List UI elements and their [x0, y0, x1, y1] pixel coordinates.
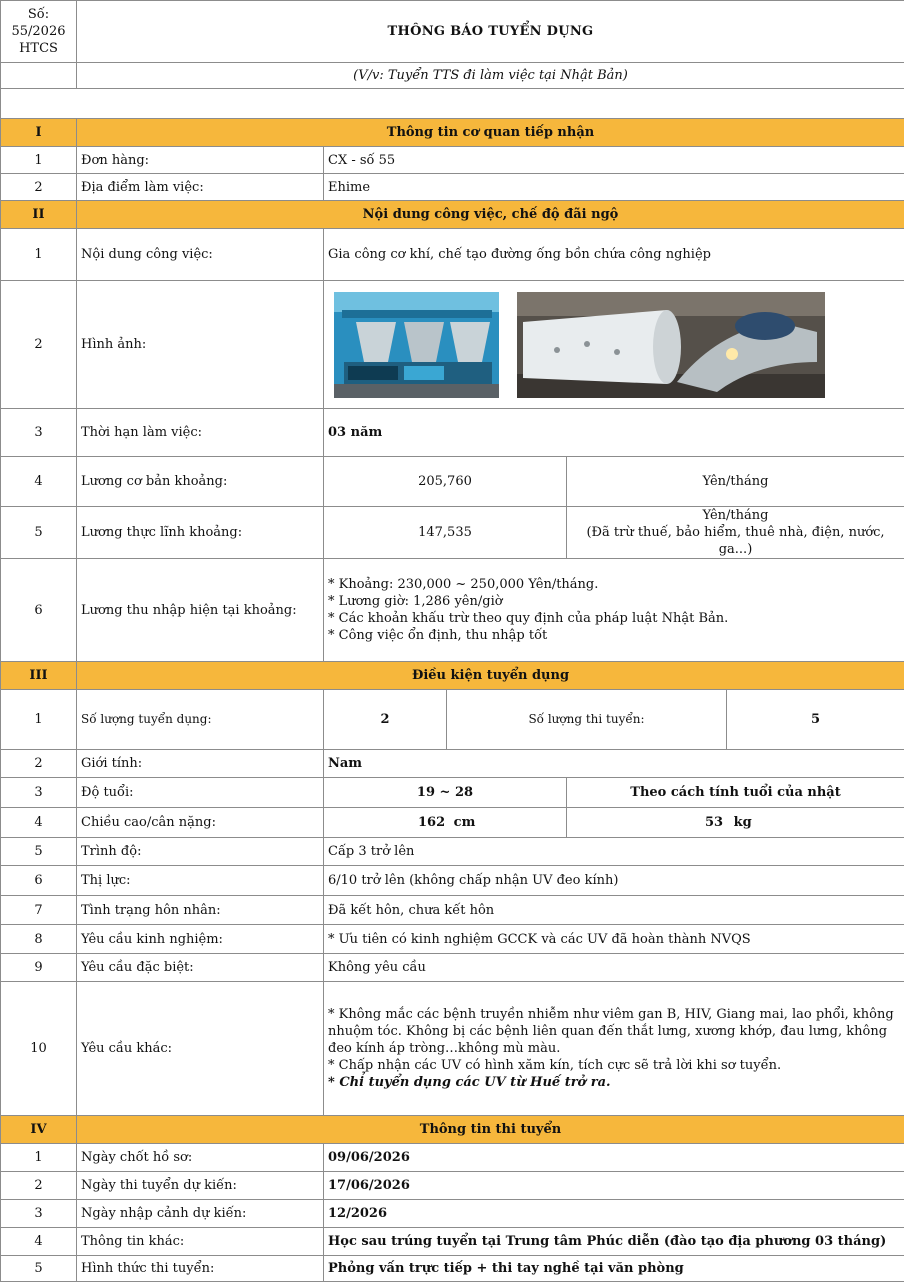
income-lines	[324, 559, 904, 662]
exam-format-row: 5 Hình thức thi tuyển: Phỏng vấn trực tiếp + thi tay nghề tại văn phòng	[1, 1256, 904, 1282]
weight-unit: kg	[734, 815, 752, 830]
exam-date-value: 17/06/2026	[324, 1172, 904, 1200]
other-label: Yêu cầu khác:	[77, 982, 324, 1116]
quantity-row: 1 Số lượng tuyển dụng: 2 Số lượng thi tuyển: 5	[1, 690, 904, 750]
images-cell	[324, 281, 904, 409]
images-row: 2 Hình ảnh:	[1, 281, 904, 409]
exam-format-value: Phỏng vấn trực tiếp + thi tay nghề tại văn phòng	[324, 1256, 904, 1282]
age-value: 19 ~ 28	[324, 778, 567, 808]
quantity-value: 2	[324, 690, 447, 750]
quantity-label: Số lượng tuyển dụng:	[77, 690, 324, 750]
exam-quantity-label: Số lượng thi tuyển:	[447, 690, 727, 750]
order-row: 1 Đơn hàng: CX - số 55	[1, 147, 904, 174]
body-label: Chiều cao/cân nặng:	[77, 808, 324, 838]
machine-photo	[334, 292, 499, 398]
term-value: 03 năm	[324, 409, 904, 457]
age-note: Theo cách tính tuổi của nhật	[567, 778, 904, 808]
exam-quantity-value: 5	[727, 690, 904, 750]
doc-code: HTCS	[5, 40, 72, 57]
term-label: Thời hạn làm việc:	[77, 409, 324, 457]
basic-salary-unit: Yên/tháng	[567, 457, 904, 507]
income-row: 6 Lương thu nhập hiện tại khoảng: * Khoảng: 230,000 ~ 250,000 Yên/tháng. * Lương giờ: 1,286 yên/giờ * Các khoản khấu trừ theo quy định của pháp luật Nhật Bản. * Công việc ổn định, thu nhập tốt	[1, 559, 904, 662]
age-label: Độ tuổi:	[77, 778, 324, 808]
basic-salary-row: 4 Lương cơ bản khoảng: 205,760 Yên/tháng	[1, 457, 904, 507]
section-3-title: Điều kiện tuyển dụng	[77, 662, 904, 690]
net-salary-note: (Đã trừ thuế, bảo hiểm, thuê nhà, điện, nước, ga...)	[571, 524, 900, 558]
section-2-roman: II	[1, 201, 77, 229]
education-row: 5 Trình độ: Cấp 3 trở lên	[1, 838, 904, 866]
other-info-value: Học sau trúng tuyển tại Trung tâm Phúc diễn (đào tạo địa phương 03 tháng)	[324, 1228, 904, 1256]
section-4-roman: IV	[1, 1116, 77, 1144]
education-value: Cấp 3 trở lên	[324, 838, 904, 866]
body-row: 4 Chiều cao/cân nặng: 162 cm 53 kg	[1, 808, 904, 838]
spacer-row	[1, 89, 904, 119]
height-unit: cm	[454, 815, 476, 830]
section-4-header	[1, 1116, 904, 1144]
height-cell	[324, 808, 567, 838]
net-salary-value: 147,535	[324, 507, 567, 559]
experience-value: * Ưu tiên có kinh nghiệm GCCK và các UV đã hoàn thành NVQS	[324, 925, 904, 954]
location-value: Ehime	[324, 174, 904, 201]
net-salary-unit: Yên/tháng	[571, 507, 900, 524]
location-label: Địa điểm làm việc:	[77, 174, 324, 201]
page-subtitle: (V/v: Tuyển TTS đi làm việc tại Nhật Bản)	[77, 63, 904, 89]
income-line: * Khoảng: 230,000 ~ 250,000 Yên/tháng.	[328, 576, 900, 593]
vision-value: 6/10 trở lên (không chấp nhận UV đeo kính)	[324, 866, 904, 896]
basic-salary-label: Lương cơ bản khoảng:	[77, 457, 324, 507]
section-1-header	[1, 119, 904, 147]
vision-label: Thị lực:	[77, 866, 324, 896]
images-label: Hình ảnh:	[77, 281, 324, 409]
net-salary-unit-cell	[567, 507, 904, 559]
doc-number-cell	[1, 1, 77, 63]
entry-date-label: Ngày nhập cảnh dự kiến:	[77, 1200, 324, 1228]
order-value: CX - số 55	[324, 147, 904, 174]
order-label: Đơn hàng:	[77, 147, 324, 174]
section-1-roman: I	[1, 119, 77, 147]
section-2-title: Nội dung công việc, chế độ đãi ngộ	[77, 201, 904, 229]
exam-format-label: Hình thức thi tuyển:	[77, 1256, 324, 1282]
income-label: Lương thu nhập hiện tại khoảng:	[77, 559, 324, 662]
section-3-header	[1, 662, 904, 690]
experience-row: 8 Yêu cầu kinh nghiệm: * Ưu tiên có kinh nghiệm GCCK và các UV đã hoàn thành NVQS	[1, 925, 904, 954]
section-2-header	[1, 201, 904, 229]
height-value: 162	[418, 815, 445, 830]
income-line: * Công việc ổn định, thu nhập tốt	[328, 627, 900, 644]
marital-value: Đã kết hôn, chưa kết hôn	[324, 896, 904, 925]
entry-date-row: 3 Ngày nhập cảnh dự kiến: 12/2026	[1, 1200, 904, 1228]
job-label: Nội dung công việc:	[77, 229, 324, 281]
income-line: * Các khoản khấu trừ theo quy định của pháp luật Nhật Bản.	[328, 610, 900, 627]
other-info-row: 4 Thông tin khác: Học sau trúng tuyển tại Trung tâm Phúc diễn (đào tạo địa phương 03 tháng)	[1, 1228, 904, 1256]
deadline-row: 1 Ngày chốt hồ sơ: 09/06/2026	[1, 1144, 904, 1172]
other-paragraph: * Chấp nhận các UV có hình xăm kín, tích cực sẽ trả lời khi sơ tuyển.	[328, 1057, 900, 1074]
exam-date-row: 2 Ngày thi tuyển dự kiến: 17/06/2026	[1, 1172, 904, 1200]
doc-number: Số: 55/2026	[5, 6, 72, 40]
net-salary-label: Lương thực lĩnh khoảng:	[77, 507, 324, 559]
weight-cell	[567, 808, 904, 838]
exam-date-label: Ngày thi tuyển dự kiến:	[77, 1172, 324, 1200]
experience-label: Yêu cầu kinh nghiệm:	[77, 925, 324, 954]
marital-label: Tình trạng hôn nhân:	[77, 896, 324, 925]
other-value	[324, 982, 904, 1116]
term-row: 3 Thời hạn làm việc: 03 năm	[1, 409, 904, 457]
age-row: 3 Độ tuổi: 19 ~ 28 Theo cách tính tuổi của nhật	[1, 778, 904, 808]
location-row: 2 Địa điểm làm việc: Ehime	[1, 174, 904, 201]
deadline-label: Ngày chốt hồ sơ:	[77, 1144, 324, 1172]
section-1-title: Thông tin cơ quan tiếp nhận	[77, 119, 904, 147]
pipe-photo	[517, 292, 825, 398]
gender-label: Giới tính:	[77, 750, 324, 778]
special-row: 9 Yêu cầu đặc biệt: Không yêu cầu	[1, 954, 904, 982]
other-row: 10 Yêu cầu khác: * Không mắc các bệnh truyền nhiễm như viêm gan B, HIV, Giang mai, lao phổi, không nhuộm tóc. Không bị các bệnh liên quan đến thắt lưng, xương khớp, đau lưng, không đeo kính áp tròng…không mù màu. * Chấp nhận các UV có hình xăm kín, tích cực sẽ trả lời khi sơ tuyển. * Chỉ tuyển dụng các UV từ Huế trở ra.	[1, 982, 904, 1116]
special-value: Không yêu cầu	[324, 954, 904, 982]
job-value: Gia công cơ khí, chế tạo đường ống bồn chứa công nghiệp	[324, 229, 904, 281]
other-info-label: Thông tin khác:	[77, 1228, 324, 1256]
education-label: Trình độ:	[77, 838, 324, 866]
gender-value: Nam	[324, 750, 904, 778]
special-label: Yêu cầu đặc biệt:	[77, 954, 324, 982]
other-paragraph-emphasis: * Chỉ tuyển dụng các UV từ Huế trở ra.	[328, 1074, 900, 1091]
gender-row: 2 Giới tính: Nam	[1, 750, 904, 778]
deadline-value: 09/06/2026	[324, 1144, 904, 1172]
basic-salary-value: 205,760	[324, 457, 567, 507]
weight-value: 53	[705, 815, 723, 830]
section-4-title: Thông tin thi tuyển	[77, 1116, 904, 1144]
subtitle-row	[1, 63, 904, 89]
section-3-roman: III	[1, 662, 77, 690]
entry-date-value: 12/2026	[324, 1200, 904, 1228]
vision-row: 6 Thị lực: 6/10 trở lên (không chấp nhận UV đeo kính)	[1, 866, 904, 896]
page-title: THÔNG BÁO TUYỂN DỤNG	[77, 1, 904, 63]
other-paragraph: * Không mắc các bệnh truyền nhiễm như viêm gan B, HIV, Giang mai, lao phổi, không nhuộm tóc. Không bị các bệnh liên quan đến thắt lưng, xương khớp, đau lưng, không đeo kính áp tròng…không mù màu.	[328, 1006, 900, 1057]
net-salary-row: 5 Lương thực lĩnh khoảng: 147,535 Yên/tháng (Đã trừ thuế, bảo hiểm, thuê nhà, điện, nước, ga...)	[1, 507, 904, 559]
job-row: 1 Nội dung công việc: Gia công cơ khí, chế tạo đường ống bồn chứa công nghiệp	[1, 229, 904, 281]
header-row	[1, 1, 904, 63]
marital-row: 7 Tình trạng hôn nhân: Đã kết hôn, chưa kết hôn	[1, 896, 904, 925]
income-line: * Lương giờ: 1,286 yên/giờ	[328, 593, 900, 610]
